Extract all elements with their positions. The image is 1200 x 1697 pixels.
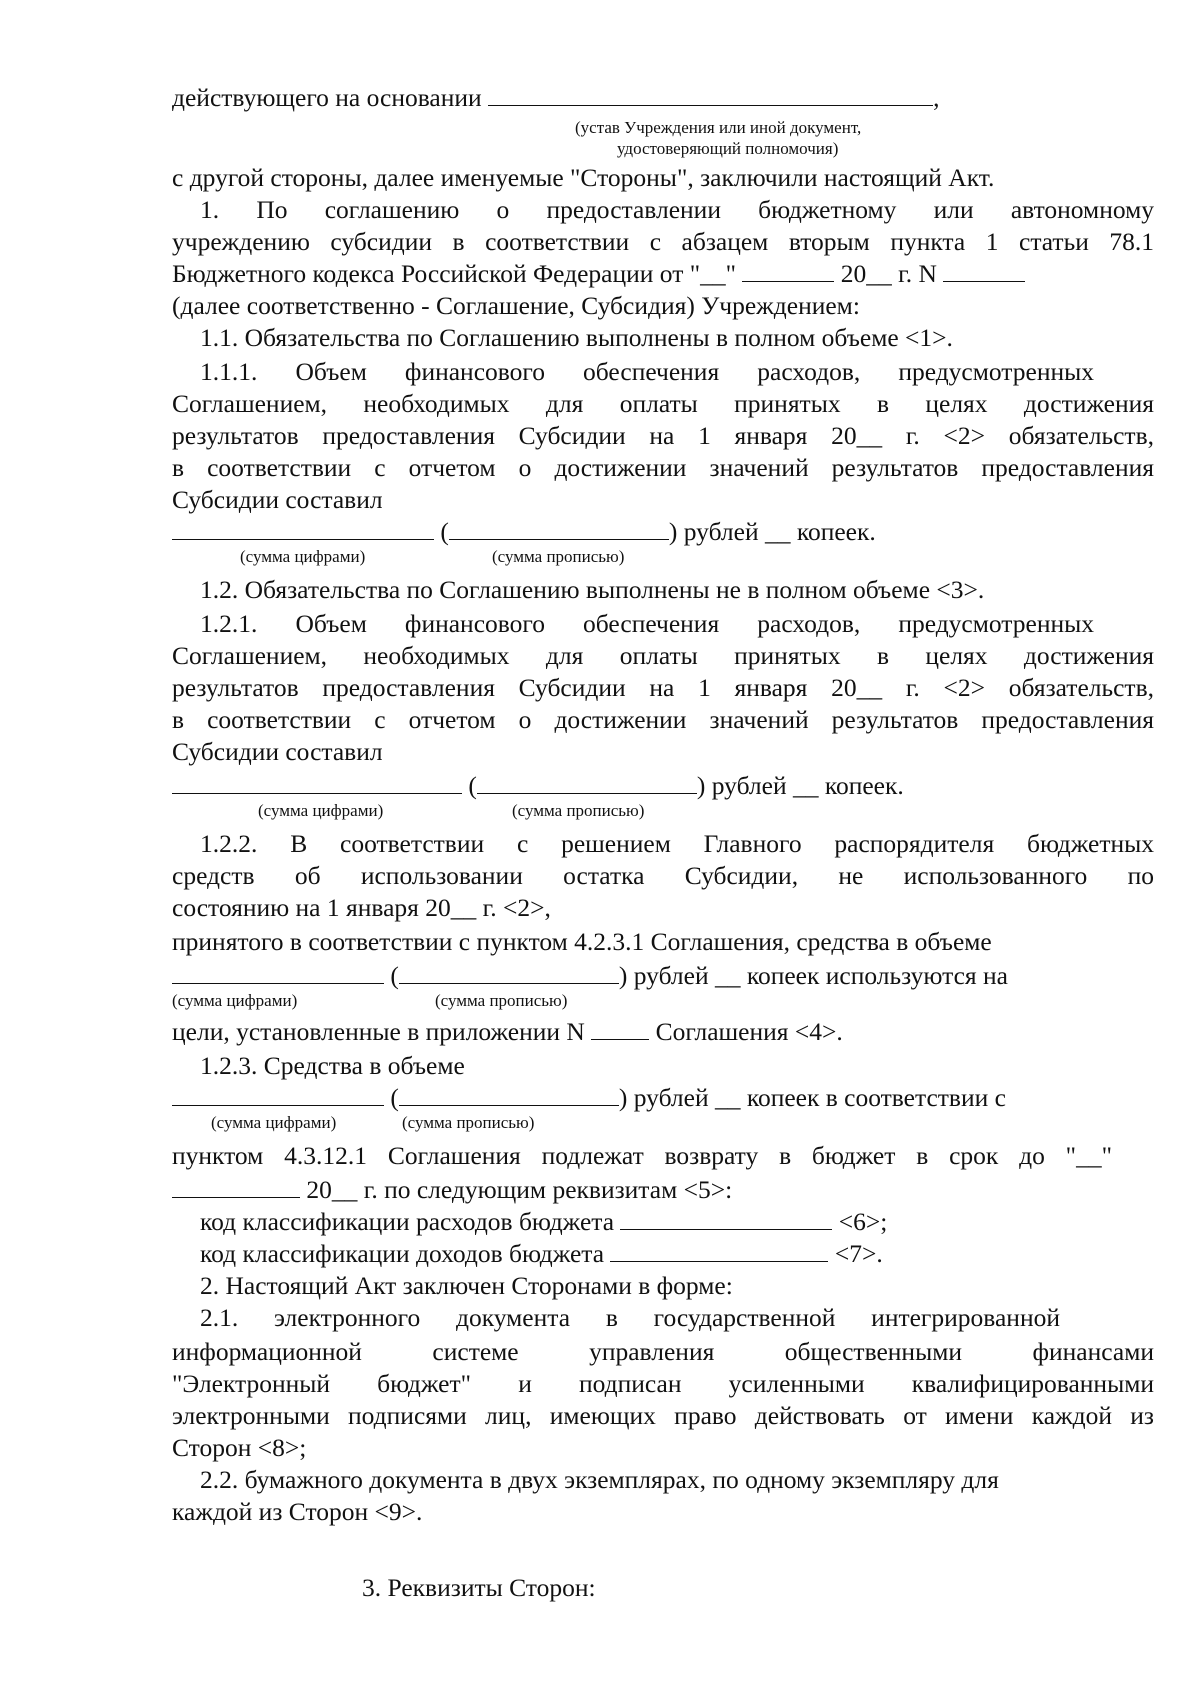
text-line: 1.2.1. Объем финансового обеспечения расходов, предусмотренных xyxy=(200,609,1094,638)
blank-field xyxy=(742,259,834,282)
text-line: результатов предоставления Субсидии на 1 января 20__ г. <2> обязательств, xyxy=(172,421,1154,450)
blank-field xyxy=(488,83,933,106)
text-segment: Бюджетного кодекса Российской Федерации от "__" xyxy=(172,259,737,288)
field-caption: (сумма прописью) xyxy=(402,1113,535,1132)
text-line xyxy=(172,771,904,801)
text-line: "Электронный бюджет" и подписан усиленными квалифицированными xyxy=(172,1369,1154,1398)
text-line: 1.1.1. Объем финансового обеспечения расходов, предусмотренных xyxy=(200,357,1094,386)
text-line: Субсидии составил xyxy=(172,485,383,514)
text-line: результатов предоставления Субсидии на 1 января 20__ г. <2> обязательств, xyxy=(172,673,1154,702)
text-segment: действующего на основании xyxy=(172,83,482,112)
blank-field xyxy=(620,1207,832,1230)
text-segment: ) рублей __ копеек. xyxy=(668,517,876,546)
blank-field xyxy=(172,517,434,540)
text-segment: , xyxy=(933,83,940,112)
text-line xyxy=(172,1083,1006,1113)
blank-field xyxy=(399,1083,619,1106)
blank-field xyxy=(172,1175,300,1198)
field-caption: (сумма прописью) xyxy=(512,801,645,820)
text-segment: ( xyxy=(468,771,477,800)
blank-field xyxy=(610,1239,828,1262)
text-line: 2. Настоящий Акт заключен Сторонами в форме: xyxy=(200,1271,733,1300)
text-segment: цели, установленные в приложении N xyxy=(172,1017,585,1046)
text-segment: <6>; xyxy=(838,1207,888,1236)
text-segment: Соглашения <4>. xyxy=(655,1017,843,1046)
text-line: 2.2. бумажного документа в двух экземплярах, по одному экземпляру для xyxy=(200,1465,999,1494)
field-caption: (сумма цифрами) xyxy=(240,547,366,566)
text-segment: ) рублей __ копеек в соответствии с xyxy=(618,1083,1006,1112)
field-caption: (устав Учреждения или иной документ, xyxy=(575,118,862,137)
text-line: Сторон <8>; xyxy=(172,1433,307,1462)
text-segment: код классификации доходов бюджета xyxy=(200,1239,605,1268)
text-line: с другой стороны, далее именуемые "Стороны", заключили настоящий Акт. xyxy=(172,163,995,192)
text-line: (далее соответственно - Соглашение, Субсидия) Учреждением: xyxy=(172,291,860,320)
text-line: Соглашением, необходимых для оплаты принятых в целях достижения xyxy=(172,641,1154,670)
blank-field xyxy=(591,1017,649,1040)
text-line: 1.2. Обязательства по Соглашению выполнены не в полном объеме <3>. xyxy=(200,575,985,604)
text-segment: 20__ г. N xyxy=(840,259,937,288)
field-caption: удостоверяющий полномочия) xyxy=(617,139,839,158)
text-line: учреждению субсидии в соответствии с абзацем вторым пункта 1 статьи 78.1 xyxy=(172,227,1154,256)
blank-field xyxy=(172,961,384,984)
text-line: 1. По соглашению о предоставлении бюджетному или автономному xyxy=(200,195,1154,224)
text-segment: 20__ г. по следующим реквизитам <5>: xyxy=(306,1175,733,1204)
text-line: в соответствии с отчетом о достижении значений результатов предоставления xyxy=(172,705,1154,734)
text-line: каждой из Сторон <9>. xyxy=(172,1497,423,1526)
text-line xyxy=(172,1017,843,1047)
blank-field xyxy=(477,771,697,794)
text-line: 1.1. Обязательства по Соглашению выполнены в полном объеме <1>. xyxy=(200,323,953,352)
text-line: 1.2.2. В соответствии с решением Главного распорядителя бюджетных xyxy=(200,829,1154,858)
text-segment: ( xyxy=(440,517,449,546)
text-line xyxy=(172,83,939,113)
section-heading: 3. Реквизиты Сторон: xyxy=(362,1573,596,1602)
text-line xyxy=(172,1175,732,1205)
text-line: состоянию на 1 января 20__ г. <2>, xyxy=(172,893,551,922)
field-caption: (сумма цифрами) xyxy=(258,801,384,820)
blank-field xyxy=(399,961,619,984)
field-caption: (сумма прописью) xyxy=(492,547,625,566)
blank-field xyxy=(172,771,462,794)
text-line: в соответствии с отчетом о достижении значений результатов предоставления xyxy=(172,453,1154,482)
text-line: Субсидии составил xyxy=(172,737,383,766)
text-line: 2.1. электронного документа в государственной интегрированной xyxy=(200,1303,1060,1332)
text-line: электронными подписями лиц, имеющих право действовать от имени каждой из xyxy=(172,1401,1154,1430)
text-line: средств об использовании остатка Субсидии, не использованного по xyxy=(172,861,1154,890)
blank-field xyxy=(449,517,669,540)
text-line: информационной системе управления общественными финансами xyxy=(172,1337,1154,1366)
text-line: Соглашением, необходимых для оплаты принятых в целях достижения xyxy=(172,389,1154,418)
field-caption: (сумма прописью) xyxy=(435,991,568,1010)
field-caption: (сумма цифрами) xyxy=(211,1113,337,1132)
text-line: принятого в соответствии с пунктом 4.2.3.1 Соглашения, средства в объеме xyxy=(172,927,992,956)
field-caption: (сумма цифрами) xyxy=(172,991,298,1010)
text-line xyxy=(172,517,876,547)
text-segment: ( xyxy=(390,961,399,990)
blank-field xyxy=(172,1083,384,1106)
text-segment: ) рублей __ копеек. xyxy=(696,771,904,800)
text-segment: ) рублей __ копеек используются на xyxy=(618,961,1008,990)
text-line xyxy=(172,961,1008,991)
text-line: 1.2.3. Средства в объеме xyxy=(200,1051,465,1080)
text-segment: ( xyxy=(390,1083,399,1112)
blank-field xyxy=(943,259,1025,282)
text-line xyxy=(200,1207,887,1237)
text-line xyxy=(172,259,1025,289)
text-line: пунктом 4.3.12.1 Соглашения подлежат возврату в бюджет в срок до "__" xyxy=(172,1141,1112,1170)
text-line xyxy=(200,1239,883,1269)
text-segment: код классификации расходов бюджета xyxy=(200,1207,615,1236)
text-segment: <7>. xyxy=(834,1239,883,1268)
